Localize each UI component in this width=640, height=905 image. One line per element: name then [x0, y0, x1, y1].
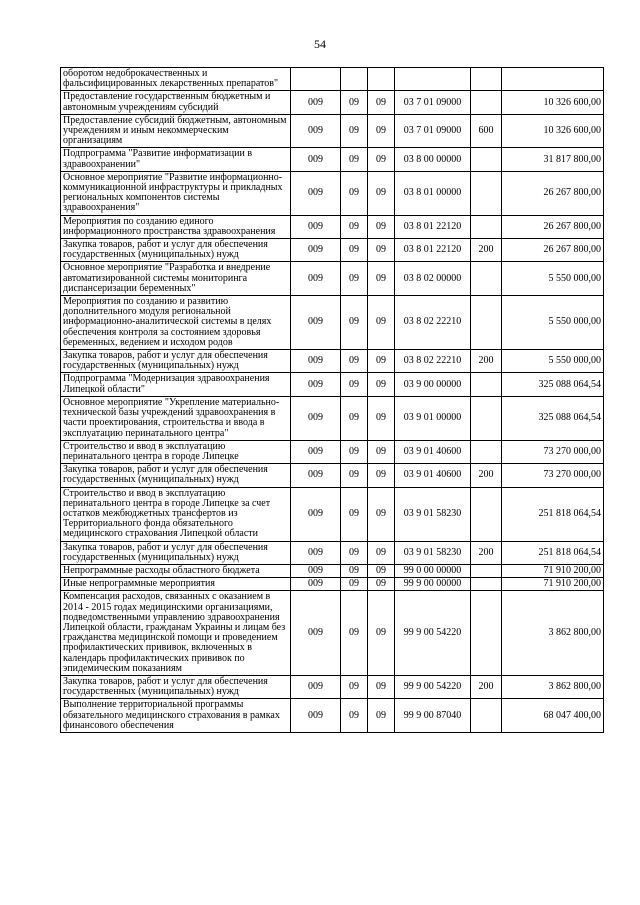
- expense-type-cell: [471, 591, 502, 676]
- expense-type-cell: [471, 699, 502, 733]
- table-row: [61, 541, 604, 564]
- admin-code-cell: [291, 68, 341, 91]
- expense-type-cell: [471, 215, 502, 238]
- table-row: [61, 114, 604, 148]
- subsection-code-cell: 09: [368, 91, 395, 114]
- target-article-cell: 99 9 00 54220: [395, 675, 471, 698]
- expense-type-cell: [471, 296, 502, 350]
- row-name-cell: Основное мероприятие "Разработка и внедрение автоматизированной системы мониторинга диспансеризации беременных": [61, 262, 291, 296]
- table-row: [61, 148, 604, 171]
- target-article-cell: 03 8 02 22210: [395, 350, 471, 373]
- expense-type-cell: [471, 440, 502, 463]
- section-code-cell: 09: [341, 578, 368, 591]
- target-article-cell: [395, 68, 471, 91]
- subsection-code-cell: 09: [368, 262, 395, 296]
- section-code-cell: 09: [341, 171, 368, 215]
- target-article-cell: 99 9 00 00000: [395, 578, 471, 591]
- amount-cell: 325 088 064,54: [502, 373, 604, 396]
- expense-type-cell: 200: [471, 239, 502, 262]
- section-code-cell: 09: [341, 239, 368, 262]
- admin-code-cell: 009: [291, 148, 341, 171]
- row-name-cell: Закупка товаров, работ и услуг для обеспечения государственных (муниципальных) нужд: [61, 464, 291, 487]
- amount-cell: 26 267 800,00: [502, 171, 604, 215]
- admin-code-cell: 009: [291, 215, 341, 238]
- admin-code-cell: 009: [291, 464, 341, 487]
- table-row: [61, 440, 604, 463]
- expense-type-cell: 200: [471, 464, 502, 487]
- table-row: [61, 487, 604, 541]
- subsection-code-cell: 09: [368, 296, 395, 350]
- target-article-cell: 99 9 00 87040: [395, 699, 471, 733]
- table-row: [61, 564, 604, 577]
- expense-type-cell: [471, 578, 502, 591]
- target-article-cell: 99 0 00 00000: [395, 564, 471, 577]
- expense-type-cell: [471, 68, 502, 91]
- table-row: [61, 675, 604, 698]
- row-name-cell: Строительство и ввод в эксплуатацию перинатального центра в городе Липецке: [61, 440, 291, 463]
- admin-code-cell: 009: [291, 675, 341, 698]
- table-row: [61, 215, 604, 238]
- table-row: [61, 171, 604, 215]
- expense-type-cell: 200: [471, 350, 502, 373]
- admin-code-cell: 009: [291, 373, 341, 396]
- amount-cell: 71 910 200,00: [502, 578, 604, 591]
- section-code-cell: 09: [341, 114, 368, 148]
- row-name-cell: Закупка товаров, работ и услуг для обеспечения государственных (муниципальных) нужд: [61, 350, 291, 373]
- section-code-cell: 09: [341, 296, 368, 350]
- expense-type-cell: [471, 373, 502, 396]
- admin-code-cell: 009: [291, 591, 341, 676]
- budget-table: [60, 67, 604, 733]
- amount-cell: 5 550 000,00: [502, 262, 604, 296]
- section-code-cell: 09: [341, 675, 368, 698]
- table-row: [61, 591, 604, 676]
- amount-cell: 73 270 000,00: [502, 440, 604, 463]
- amount-cell: 3 862 800,00: [502, 591, 604, 676]
- target-article-cell: 03 9 01 40600: [395, 440, 471, 463]
- table-row: [61, 350, 604, 373]
- target-article-cell: 03 8 01 22120: [395, 215, 471, 238]
- row-name-cell: Закупка товаров, работ и услуг для обеспечения государственных (муниципальных) нужд: [61, 541, 291, 564]
- amount-cell: [502, 68, 604, 91]
- section-code-cell: 09: [341, 262, 368, 296]
- amount-cell: 5 550 000,00: [502, 296, 604, 350]
- row-name-cell: Мероприятия по созданию единого информационного пространства здравоохранения: [61, 215, 291, 238]
- row-name-cell: Закупка товаров, работ и услуг для обеспечения государственных (муниципальных) нужд: [61, 675, 291, 698]
- target-article-cell: 99 9 00 54220: [395, 591, 471, 676]
- admin-code-cell: 009: [291, 699, 341, 733]
- admin-code-cell: 009: [291, 487, 341, 541]
- target-article-cell: 03 9 01 58230: [395, 541, 471, 564]
- row-name-cell: Строительство и ввод в эксплуатацию перинатального центра в городе Липецке за счет остатков межбюджетных трансфертов из Территориального фонда обязательного медицинского страхования Липецкой области: [61, 487, 291, 541]
- subsection-code-cell: 09: [368, 675, 395, 698]
- admin-code-cell: 009: [291, 296, 341, 350]
- expense-type-cell: 200: [471, 675, 502, 698]
- subsection-code-cell: 09: [368, 578, 395, 591]
- subsection-code-cell: 09: [368, 591, 395, 676]
- amount-cell: 251 818 064,54: [502, 541, 604, 564]
- amount-cell: 325 088 064,54: [502, 396, 604, 440]
- row-name-cell: Закупка товаров, работ и услуг для обеспечения государственных (муниципальных) нужд: [61, 239, 291, 262]
- expense-type-cell: [471, 91, 502, 114]
- subsection-code-cell: 09: [368, 215, 395, 238]
- subsection-code-cell: 09: [368, 350, 395, 373]
- table-row: [61, 578, 604, 591]
- subsection-code-cell: 09: [368, 564, 395, 577]
- section-code-cell: 09: [341, 541, 368, 564]
- section-code-cell: 09: [341, 396, 368, 440]
- section-code-cell: 09: [341, 350, 368, 373]
- table-row: [61, 68, 604, 91]
- subsection-code-cell: 09: [368, 148, 395, 171]
- row-name-cell: Основное мероприятие "Укрепление материально-технической базы учреждений здравоохранения в части проектирования, строительства и ввода в эксплуатацию перинатального центра": [61, 396, 291, 440]
- row-name-cell: Иные непрограммные мероприятия: [61, 578, 291, 591]
- expense-type-cell: [471, 396, 502, 440]
- row-name-cell: Предоставление субсидий бюджетным, автономным учреждениям и иным некоммерческим организациям: [61, 114, 291, 148]
- table-row: [61, 262, 604, 296]
- admin-code-cell: 009: [291, 171, 341, 215]
- row-name-cell: Компенсация расходов, связанных с оказанием в 2014 - 2015 годах медицинскими организациями, подведомственными управлению здравоохранения Липецкой области, гражданам Украины и лицам без гражданства медицинской помощи и проведением профилактических прививок, включенных в календарь профилактических прививок по эпидемическим показаниям: [61, 591, 291, 676]
- expense-type-cell: [471, 487, 502, 541]
- row-name-cell: Подпрограмма "Развитие информатизации в здравоохранении": [61, 148, 291, 171]
- subsection-code-cell: 09: [368, 440, 395, 463]
- subsection-code-cell: 09: [368, 239, 395, 262]
- amount-cell: 26 267 800,00: [502, 239, 604, 262]
- expense-type-cell: 200: [471, 541, 502, 564]
- row-name-cell: Непрограммные расходы областного бюджета: [61, 564, 291, 577]
- subsection-code-cell: 09: [368, 464, 395, 487]
- row-name-cell: оборотом недоброкачественных и фальсифицированных лекарственных препаратов": [61, 68, 291, 91]
- subsection-code-cell: 09: [368, 373, 395, 396]
- amount-cell: 10 326 600,00: [502, 91, 604, 114]
- amount-cell: 10 326 600,00: [502, 114, 604, 148]
- budget-table-body: [61, 68, 604, 733]
- amount-cell: 71 910 200,00: [502, 564, 604, 577]
- row-name-cell: Выполнение территориальной программы обязательного медицинского страхования в рамках финансового обеспечения: [61, 699, 291, 733]
- target-article-cell: 03 8 02 22210: [395, 296, 471, 350]
- section-code-cell: 09: [341, 699, 368, 733]
- subsection-code-cell: 09: [368, 541, 395, 564]
- expense-type-cell: [471, 564, 502, 577]
- target-article-cell: 03 8 02 00000: [395, 262, 471, 296]
- section-code-cell: 09: [341, 564, 368, 577]
- table-row: [61, 464, 604, 487]
- target-article-cell: 03 9 01 00000: [395, 396, 471, 440]
- subsection-code-cell: 09: [368, 171, 395, 215]
- target-article-cell: 03 8 01 00000: [395, 171, 471, 215]
- amount-cell: 251 818 064,54: [502, 487, 604, 541]
- section-code-cell: 09: [341, 440, 368, 463]
- admin-code-cell: 009: [291, 396, 341, 440]
- expense-type-cell: [471, 262, 502, 296]
- expense-type-cell: [471, 171, 502, 215]
- table-row: [61, 239, 604, 262]
- admin-code-cell: 009: [291, 262, 341, 296]
- amount-cell: 3 862 800,00: [502, 675, 604, 698]
- subsection-code-cell: 09: [368, 114, 395, 148]
- table-row: [61, 373, 604, 396]
- amount-cell: 5 550 000,00: [502, 350, 604, 373]
- section-code-cell: 09: [341, 373, 368, 396]
- table-row: [61, 396, 604, 440]
- row-name-cell: Мероприятия по созданию и развитию дополнительного модуля региональной информационно-аналитической системы в целях обеспечения контроля за состоянием здоровья беременных, ведением и исходом родов: [61, 296, 291, 350]
- admin-code-cell: 009: [291, 114, 341, 148]
- table-row: [61, 296, 604, 350]
- section-code-cell: 09: [341, 91, 368, 114]
- admin-code-cell: 009: [291, 440, 341, 463]
- subsection-code-cell: [368, 68, 395, 91]
- table-row: [61, 91, 604, 114]
- target-article-cell: 03 8 00 00000: [395, 148, 471, 171]
- admin-code-cell: 009: [291, 350, 341, 373]
- admin-code-cell: 009: [291, 564, 341, 577]
- table-row: [61, 699, 604, 733]
- section-code-cell: 09: [341, 591, 368, 676]
- amount-cell: 73 270 000,00: [502, 464, 604, 487]
- amount-cell: 68 047 400,00: [502, 699, 604, 733]
- admin-code-cell: 009: [291, 541, 341, 564]
- target-article-cell: 03 7 01 09000: [395, 91, 471, 114]
- row-name-cell: Основное мероприятие "Развитие информационно-коммуникационной инфраструктуры и прикладных региональных компонентов системы здравоохранения": [61, 171, 291, 215]
- section-code-cell: 09: [341, 148, 368, 171]
- admin-code-cell: 009: [291, 239, 341, 262]
- section-code-cell: [341, 68, 368, 91]
- subsection-code-cell: 09: [368, 487, 395, 541]
- expense-type-cell: [471, 148, 502, 171]
- amount-cell: 31 817 800,00: [502, 148, 604, 171]
- row-name-cell: Подпрограмма "Модернизация здравоохранения Липецкой области": [61, 373, 291, 396]
- section-code-cell: 09: [341, 487, 368, 541]
- page-number: 54: [314, 37, 326, 51]
- subsection-code-cell: 09: [368, 699, 395, 733]
- section-code-cell: 09: [341, 215, 368, 238]
- target-article-cell: 03 9 00 00000: [395, 373, 471, 396]
- target-article-cell: 03 9 01 58230: [395, 487, 471, 541]
- section-code-cell: 09: [341, 464, 368, 487]
- row-name-cell: Предоставление государственным бюджетным и автономным учреждениям субсидий: [61, 91, 291, 114]
- amount-cell: 26 267 800,00: [502, 215, 604, 238]
- target-article-cell: 03 9 01 40600: [395, 464, 471, 487]
- subsection-code-cell: 09: [368, 396, 395, 440]
- expense-type-cell: 600: [471, 114, 502, 148]
- admin-code-cell: 009: [291, 578, 341, 591]
- target-article-cell: 03 8 01 22120: [395, 239, 471, 262]
- target-article-cell: 03 7 01 09000: [395, 114, 471, 148]
- admin-code-cell: 009: [291, 91, 341, 114]
